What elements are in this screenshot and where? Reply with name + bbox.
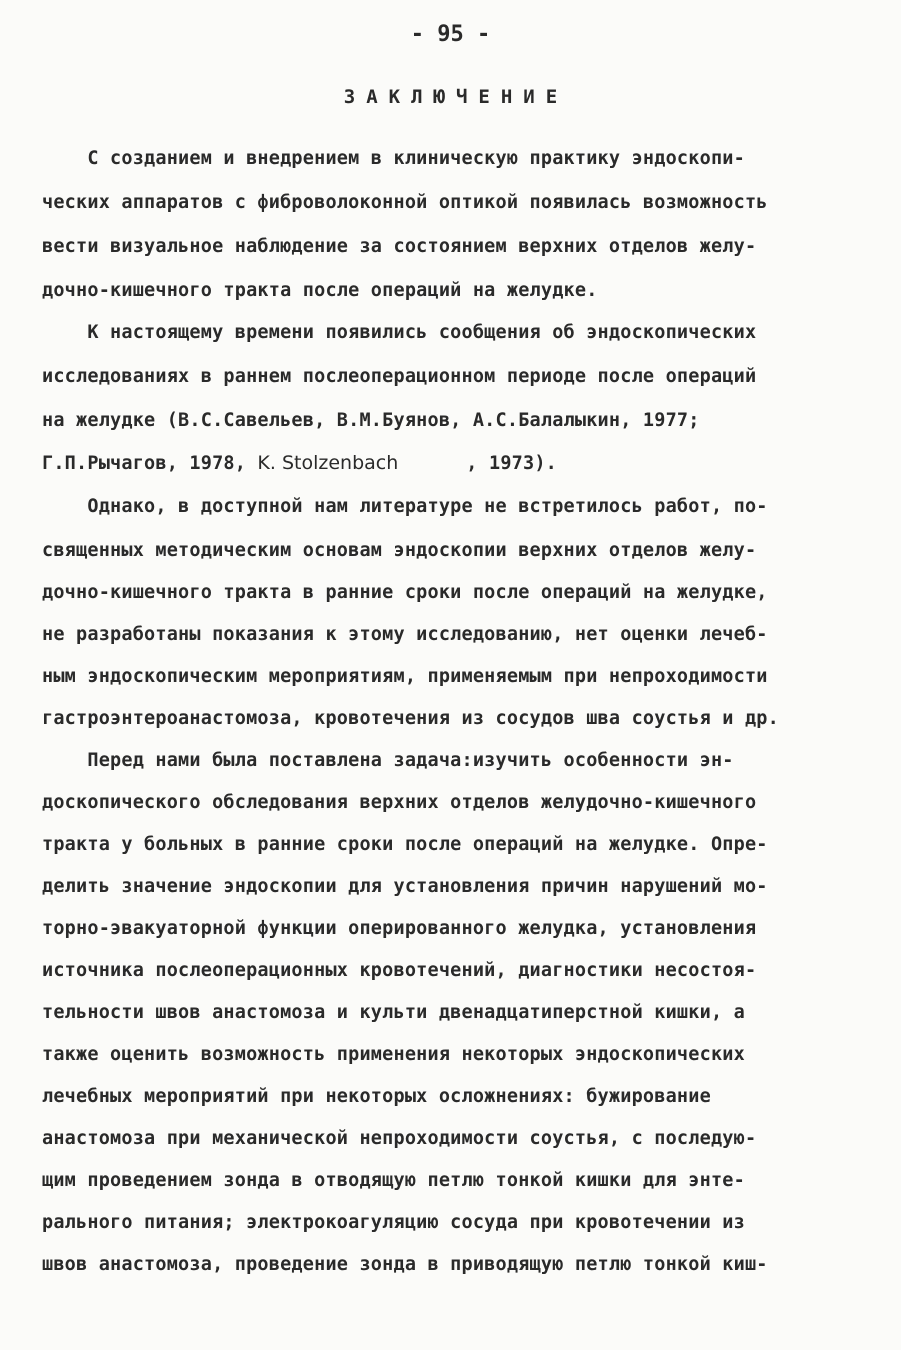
- text-line: ным эндоскопическим мероприятиям, применяемым при непроходимости: [42, 666, 768, 687]
- text-line: делить значение эндоскопии для установления причин нарушений мо-: [42, 876, 768, 897]
- text-line: торно-эвакуаторной функции оперированного желудка, установления: [42, 918, 757, 939]
- text-line: гастроэнтероанастомоза, кровотечения из сосудов шва соустья и др.: [42, 708, 779, 729]
- text-line: щим проведением зонда в отводящую петлю тонкой кишки для энте-: [42, 1170, 745, 1191]
- text-line: тракта у больных в ранние сроки после операций на желудке. Опре-: [42, 834, 768, 855]
- text-line: Г.П.Рычагов, 1978,: [42, 453, 258, 474]
- text-line: Однако, в доступной нам литературе не встретилось работ, по-: [42, 496, 768, 517]
- citation-line: [42, 452, 557, 474]
- text-line: доскопического обследования верхних отделов желудочно-кишечного: [42, 792, 757, 813]
- text-line: исследованиях в раннем послеоперационном периоде после операций: [42, 366, 757, 387]
- text-line: также оценить возможность применения некоторых эндоскопических: [42, 1044, 745, 1065]
- text-line: лечебных мероприятий при некоторых осложнениях: бужирование: [42, 1086, 711, 1107]
- text-line: дочно-кишечного тракта после операций на желудке.: [42, 280, 598, 301]
- text-line-tail: , 1973).: [398, 453, 558, 474]
- text-line: К настоящему времени появились сообщения об эндоскопических: [42, 322, 757, 343]
- text-line: на желудке (В.С.Савельев, В.М.Буянов, А.С.Балалыкин, 1977;: [42, 410, 700, 431]
- text-line: тельности швов анастомоза и культи двенадцатиперстной кишки, а: [42, 1002, 745, 1023]
- text-line: священных методическим основам эндоскопии верхних отделов желу-: [42, 540, 757, 561]
- text-line: Перед нами была поставлена задача:изучить особенности эн-: [42, 750, 734, 771]
- text-line: рального питания; электрокоагуляцию сосуда при кровотечении из: [42, 1212, 745, 1233]
- text-line: источника послеоперационных кровотечений, диагностики несостоя-: [42, 960, 757, 981]
- text-line: С созданием и внедрением в клиническую практику эндоскопи-: [42, 148, 745, 169]
- text-line: швов анастомоза, проведение зонда в приводящую петлю тонкой киш-: [42, 1254, 768, 1275]
- text-line: ческих аппаратов с фиброволоконной оптикой появилась возможность: [42, 192, 768, 213]
- handwritten-author: K. Stolzenbach: [257, 452, 399, 474]
- text-line: анастомоза при механической непроходимости соустья, с последую-: [42, 1128, 757, 1149]
- page-title: ЗАКЛЮЧЕНИЕ: [343, 86, 569, 108]
- text-line: дочно-кишечного тракта в ранние сроки после операций на желудке,: [42, 582, 768, 603]
- text-line: вести визуальное наблюдение за состоянием верхних отделов желу-: [42, 236, 757, 257]
- text-line: не разработаны показания к этому исследованию, нет оценки лечеб-: [42, 624, 768, 645]
- page-number: - 95 -: [410, 22, 491, 47]
